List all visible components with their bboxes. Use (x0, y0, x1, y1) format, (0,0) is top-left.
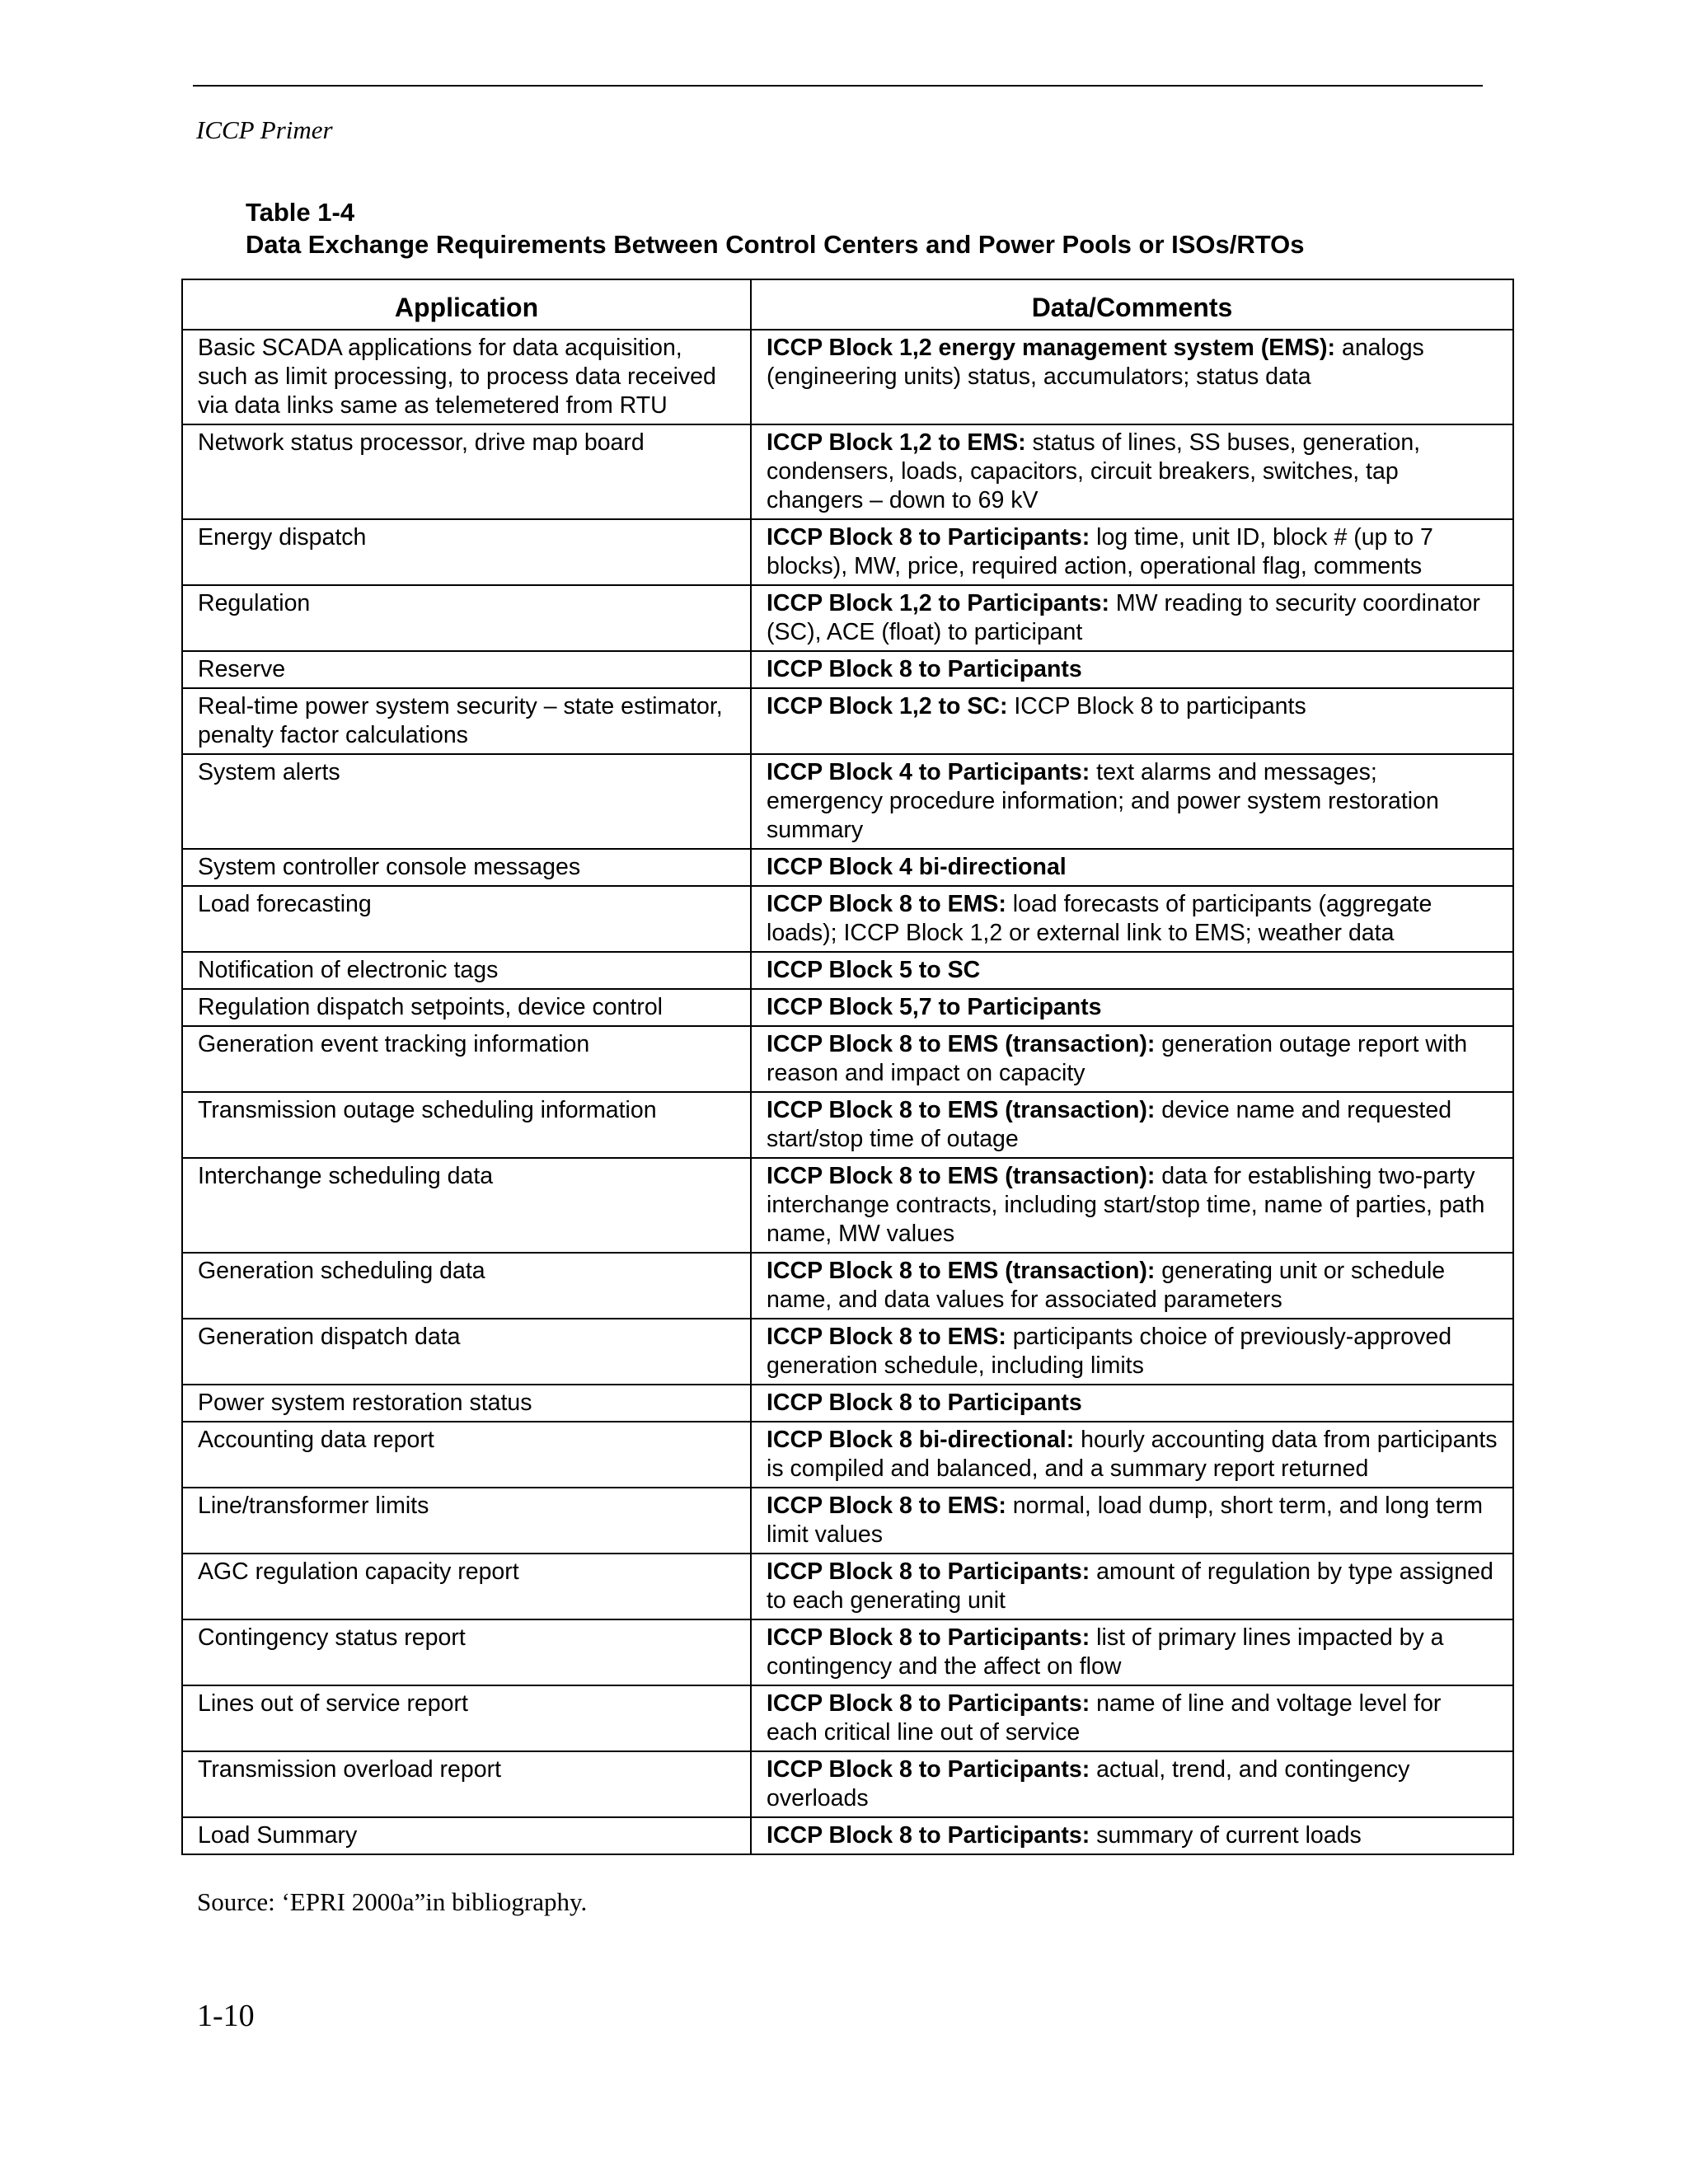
data-comments-cell (751, 886, 1513, 952)
comment-text: MW reading to security coordinator (SC), ACE (float) to participant (767, 590, 1480, 645)
application-cell: Reserve (182, 651, 751, 688)
iccp-block-label: ICCP Block 8 to EMS: (767, 1493, 1006, 1519)
table-row (182, 1488, 1513, 1554)
application-cell: Transmission overload report (182, 1751, 751, 1817)
application-cell: System alerts (182, 754, 751, 849)
source-note: Source: ‘EPRI 2000a”in bibliography. (197, 1887, 588, 1916)
iccp-block-label: ICCP Block 8 to Participants: (767, 1690, 1090, 1717)
data-comments-cell (751, 1026, 1513, 1092)
table-caption (246, 196, 1305, 260)
application-cell: Load forecasting (182, 886, 751, 952)
iccp-block-label: ICCP Block 5,7 to Participants (767, 994, 1102, 1020)
data-comments-cell (751, 424, 1513, 519)
comment-text: ICCP Block 8 to participants (1007, 693, 1306, 719)
application-cell: AGC regulation capacity report (182, 1554, 751, 1619)
header-rule (193, 85, 1483, 87)
iccp-block-label: ICCP Block 8 to Participants: (767, 1822, 1090, 1849)
iccp-block-label: ICCP Block 1,2 to EMS: (767, 429, 1026, 456)
table-row (182, 1319, 1513, 1385)
data-comments-cell (751, 585, 1513, 651)
application-cell: Power system restoration status (182, 1385, 751, 1422)
application-cell: Generation event tracking information (182, 1026, 751, 1092)
data-comments-cell (751, 1158, 1513, 1253)
comment-text: status of lines, SS buses, generation, condensers, loads, capacitors, circuit breakers, switches, tap changers – down to 69 kV (767, 429, 1421, 513)
application-cell: Basic SCADA applications for data acquisition, such as limit processing, to process data received via data links same as telemetered from RTU (182, 330, 751, 424)
comment-text: list of primary lines impacted by a contingency and the affect on flow (767, 1624, 1444, 1680)
application-cell: Regulation (182, 585, 751, 651)
comment-text: name of line and voltage level for each critical line out of service (767, 1690, 1442, 1746)
table-row (182, 1422, 1513, 1488)
data-comments-cell (751, 952, 1513, 989)
comment-text: hourly accounting data from participants is compiled and balanced, and a summary report returned (767, 1427, 1498, 1482)
table-row (182, 585, 1513, 651)
iccp-block-label: ICCP Block 8 to EMS (transaction): (767, 1031, 1156, 1057)
iccp-block-label: ICCP Block 5 to SC (767, 957, 981, 983)
data-comments-cell (751, 1319, 1513, 1385)
application-cell: Lines out of service report (182, 1685, 751, 1751)
table-row (182, 1385, 1513, 1422)
iccp-block-label: ICCP Block 8 to EMS: (767, 1324, 1006, 1350)
comment-text: device name and requested start/stop time of outage (767, 1097, 1452, 1152)
table-row (182, 519, 1513, 585)
data-comments-cell (751, 1554, 1513, 1619)
table-body (182, 330, 1513, 1854)
iccp-block-label: ICCP Block 8 to EMS: (767, 891, 1006, 917)
application-cell: Line/transformer limits (182, 1488, 751, 1554)
application-cell: Contingency status report (182, 1619, 751, 1685)
application-cell: Energy dispatch (182, 519, 751, 585)
iccp-block-label: ICCP Block 8 to Participants: (767, 1624, 1090, 1651)
table-row (182, 1026, 1513, 1092)
iccp-block-label: ICCP Block 4 to Participants: (767, 759, 1090, 785)
data-comments-cell (751, 330, 1513, 424)
table-row (182, 1092, 1513, 1158)
table-row (182, 1158, 1513, 1253)
data-exchange-table (181, 279, 1514, 1855)
table-row (182, 688, 1513, 754)
table-row (182, 330, 1513, 424)
iccp-block-label: ICCP Block 8 to Participants (767, 656, 1082, 682)
table-row (182, 1253, 1513, 1319)
iccp-block-label: ICCP Block 8 to EMS (transaction): (767, 1163, 1156, 1189)
iccp-block-label: ICCP Block 8 to Participants: (767, 524, 1090, 551)
table-row (182, 1817, 1513, 1854)
table-number: Table 1-4 (246, 198, 355, 227)
page-number: 1-10 (197, 1999, 255, 2033)
application-cell: Generation scheduling data (182, 1253, 751, 1319)
comment-text: text alarms and messages; emergency procedure information; and power system restoration summary (767, 759, 1439, 843)
table-row (182, 849, 1513, 886)
application-cell: Regulation dispatch setpoints, device control (182, 989, 751, 1026)
application-cell: Notification of electronic tags (182, 952, 751, 989)
data-comments-cell (751, 1751, 1513, 1817)
iccp-block-label: ICCP Block 8 to Participants: (767, 1558, 1090, 1585)
data-comments-cell (751, 1385, 1513, 1422)
data-comments-cell (751, 651, 1513, 688)
table-row (182, 952, 1513, 989)
data-comments-cell (751, 1488, 1513, 1554)
table-header-row (182, 279, 1513, 330)
iccp-block-label: ICCP Block 8 to Participants: (767, 1756, 1090, 1783)
application-cell: Transmission outage scheduling information (182, 1092, 751, 1158)
application-cell: Generation dispatch data (182, 1319, 751, 1385)
application-cell: System controller console messages (182, 849, 751, 886)
data-comments-cell (751, 1685, 1513, 1751)
comment-text: participants choice of previously-approved generation schedule, including limits (767, 1324, 1452, 1379)
table-row (182, 754, 1513, 849)
data-comments-cell (751, 849, 1513, 886)
comment-text: load forecasts of participants (aggregate loads); ICCP Block 1,2 or external link to EMS; weather data (767, 891, 1432, 946)
table-title: Data Exchange Requirements Between Control Centers and Power Pools or ISOs/RTOs (246, 230, 1305, 259)
data-comments-cell (751, 1619, 1513, 1685)
iccp-block-label: ICCP Block 8 bi-directional: (767, 1427, 1075, 1453)
iccp-block-label: ICCP Block 8 to EMS (transaction): (767, 1258, 1156, 1284)
table-row (182, 989, 1513, 1026)
data-comments-cell (751, 519, 1513, 585)
iccp-block-label: ICCP Block 1,2 to SC: (767, 693, 1008, 719)
table-row (182, 1619, 1513, 1685)
iccp-block-label: ICCP Block 8 to Participants (767, 1390, 1082, 1416)
comment-text: data for establishing two-party interchange contracts, including start/stop time, name of parties, path name, MW values (767, 1163, 1485, 1247)
comment-text: generation outage report with reason and impact on capacity (767, 1031, 1468, 1086)
comment-text: normal, load dump, short term, and long term limit values (767, 1493, 1484, 1548)
data-comments-cell (751, 1422, 1513, 1488)
application-cell: Interchange scheduling data (182, 1158, 751, 1253)
iccp-block-label: ICCP Block 1,2 to Participants: (767, 590, 1110, 616)
application-cell: Accounting data report (182, 1422, 751, 1488)
running-header-title: ICCP Primer (196, 115, 333, 144)
table-row (182, 886, 1513, 952)
table-row (182, 424, 1513, 519)
application-cell: Load Summary (182, 1817, 751, 1854)
data-comments-cell (751, 1253, 1513, 1319)
data-comments-cell (751, 1092, 1513, 1158)
iccp-block-label: ICCP Block 8 to EMS (transaction): (767, 1097, 1156, 1123)
data-comments-cell (751, 688, 1513, 754)
iccp-block-label: ICCP Block 1,2 energy management system (EMS): (767, 335, 1336, 361)
table-row (182, 651, 1513, 688)
data-comments-cell (751, 754, 1513, 849)
table-row (182, 1751, 1513, 1817)
comment-text: summary of current loads (1090, 1822, 1362, 1849)
data-comments-cell (751, 989, 1513, 1026)
application-cell: Real-time power system security – state estimator, penalty factor calculations (182, 688, 751, 754)
comment-text: log time, unit ID, block # (up to 7 blocks), MW, price, required action, operational flag, comments (767, 524, 1433, 579)
comment-text: actual, trend, and contingency overloads (767, 1756, 1410, 1811)
table-row (182, 1685, 1513, 1751)
comment-text: analogs (engineering units) status, accumulators; status data (767, 335, 1424, 390)
comment-text: generating unit or schedule name, and data values for associated parameters (767, 1258, 1446, 1313)
application-cell: Network status processor, drive map board (182, 424, 751, 519)
comment-text: amount of regulation by type assigned to each generating unit (767, 1558, 1493, 1614)
column-header-application: Application (182, 279, 751, 330)
iccp-block-label: ICCP Block 4 bi-directional (767, 854, 1067, 880)
table-row (182, 1554, 1513, 1619)
data-comments-cell (751, 1817, 1513, 1854)
column-header-data-comments: Data/Comments (751, 279, 1513, 330)
